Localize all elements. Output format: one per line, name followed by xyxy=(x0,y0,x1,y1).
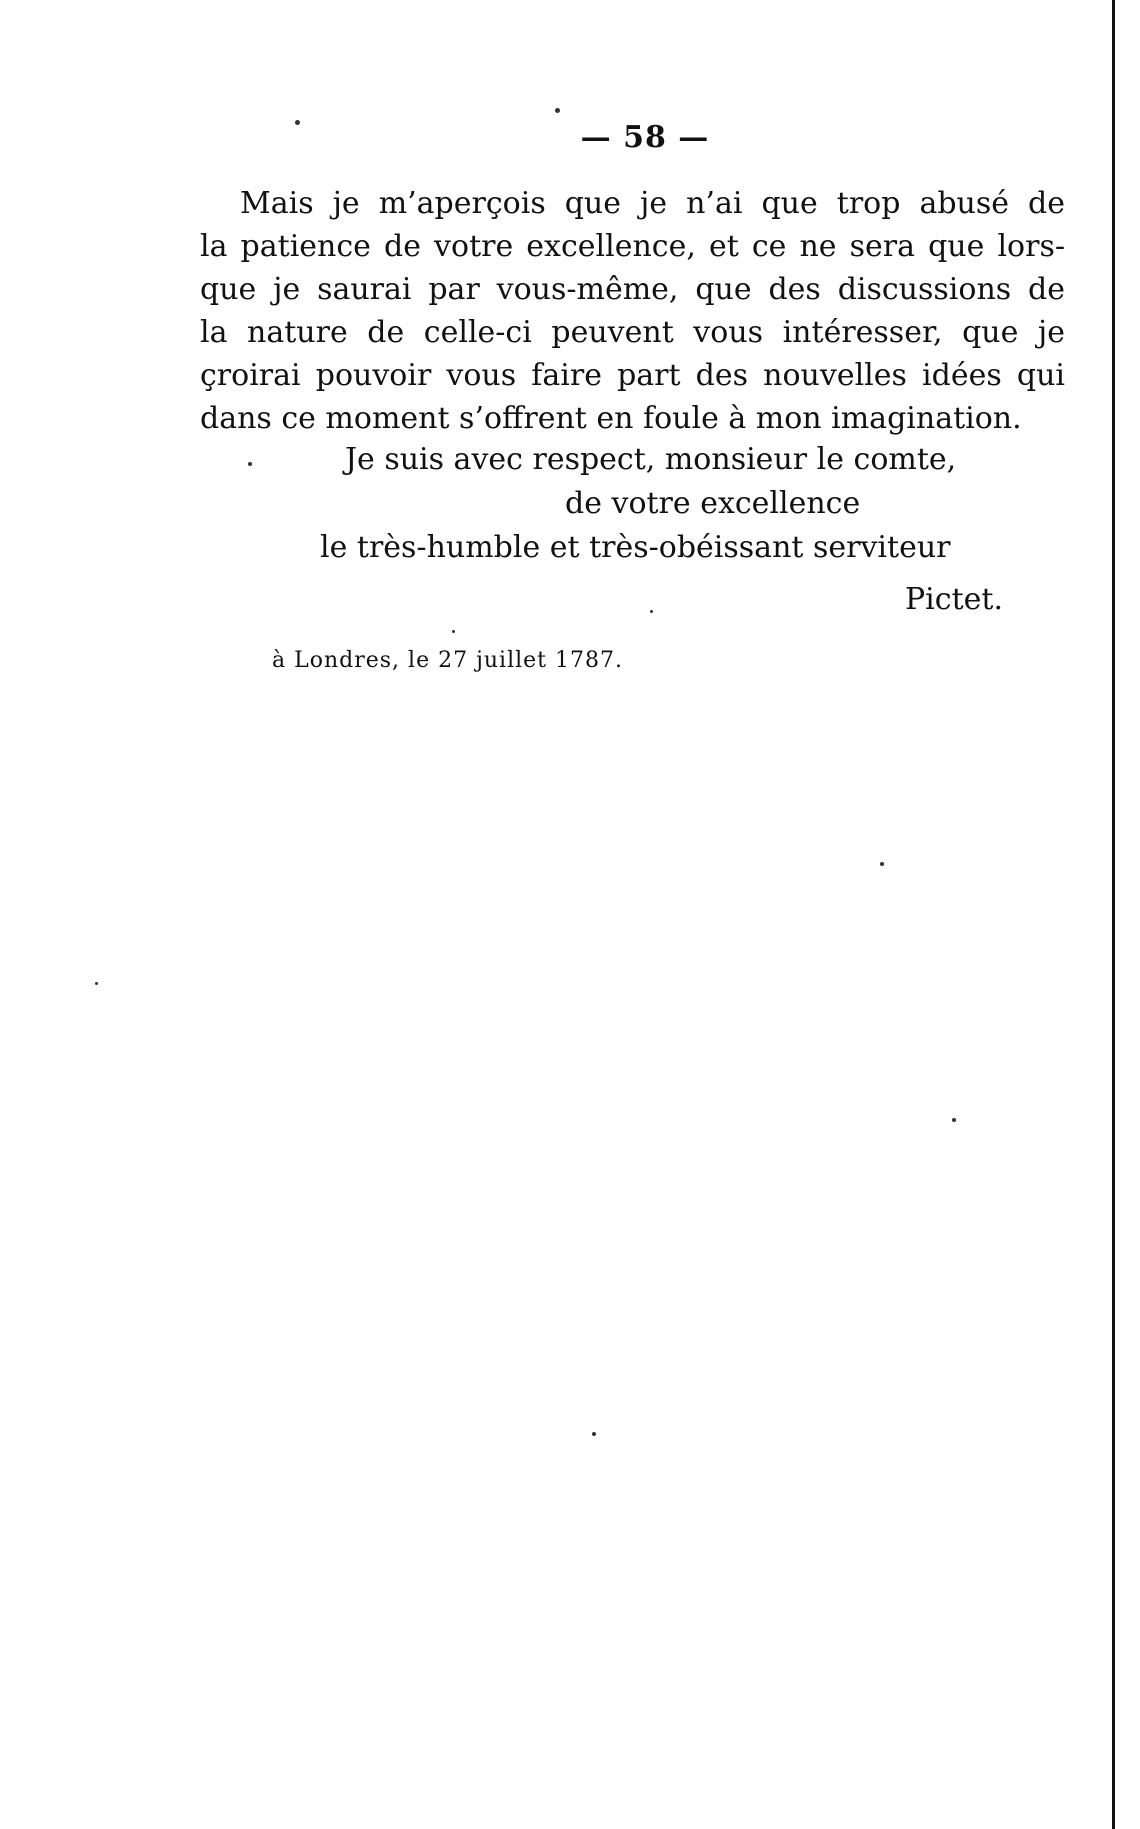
scan-speck xyxy=(880,862,884,866)
dateline: à Londres, le 27 juillet 1787. xyxy=(272,648,623,673)
scan-speck xyxy=(452,630,455,633)
closing-line: le très-humble et très-obéissant serviteur xyxy=(320,530,951,565)
scan-speck xyxy=(555,108,560,113)
scan-speck xyxy=(952,1118,956,1122)
letter-line: dans ce moment s’offrent en foule à mon imagination. xyxy=(200,401,1022,436)
letter-line: que je saurai par vous-même, que des discussions de xyxy=(200,272,1065,307)
page-number: — 58 — xyxy=(580,120,710,155)
signature: Pictet. xyxy=(905,582,1003,617)
scan-speck xyxy=(95,982,98,985)
letter-body xyxy=(200,182,1065,440)
letter-line: la patience de votre excellence, et ce ne sera que lors- xyxy=(200,229,1065,264)
page-edge-rule xyxy=(1112,0,1115,1829)
scan-speck xyxy=(592,1432,596,1436)
letter-line: la nature de celle-ci peuvent vous intéresser, que je xyxy=(200,315,1065,350)
closing-line: Je suis avec respect, monsieur le comte, xyxy=(345,442,957,477)
closing-line: de votre excellence xyxy=(565,486,861,521)
letter-line: çroirai pouvoir vous faire part des nouvelles idées qui xyxy=(200,358,1065,393)
letter-line: Mais je m’aperçois que je n’ai que trop abusé de xyxy=(240,186,1065,221)
scan-speck xyxy=(248,462,252,466)
scan-speck xyxy=(295,120,300,125)
scan-speck xyxy=(650,610,653,613)
